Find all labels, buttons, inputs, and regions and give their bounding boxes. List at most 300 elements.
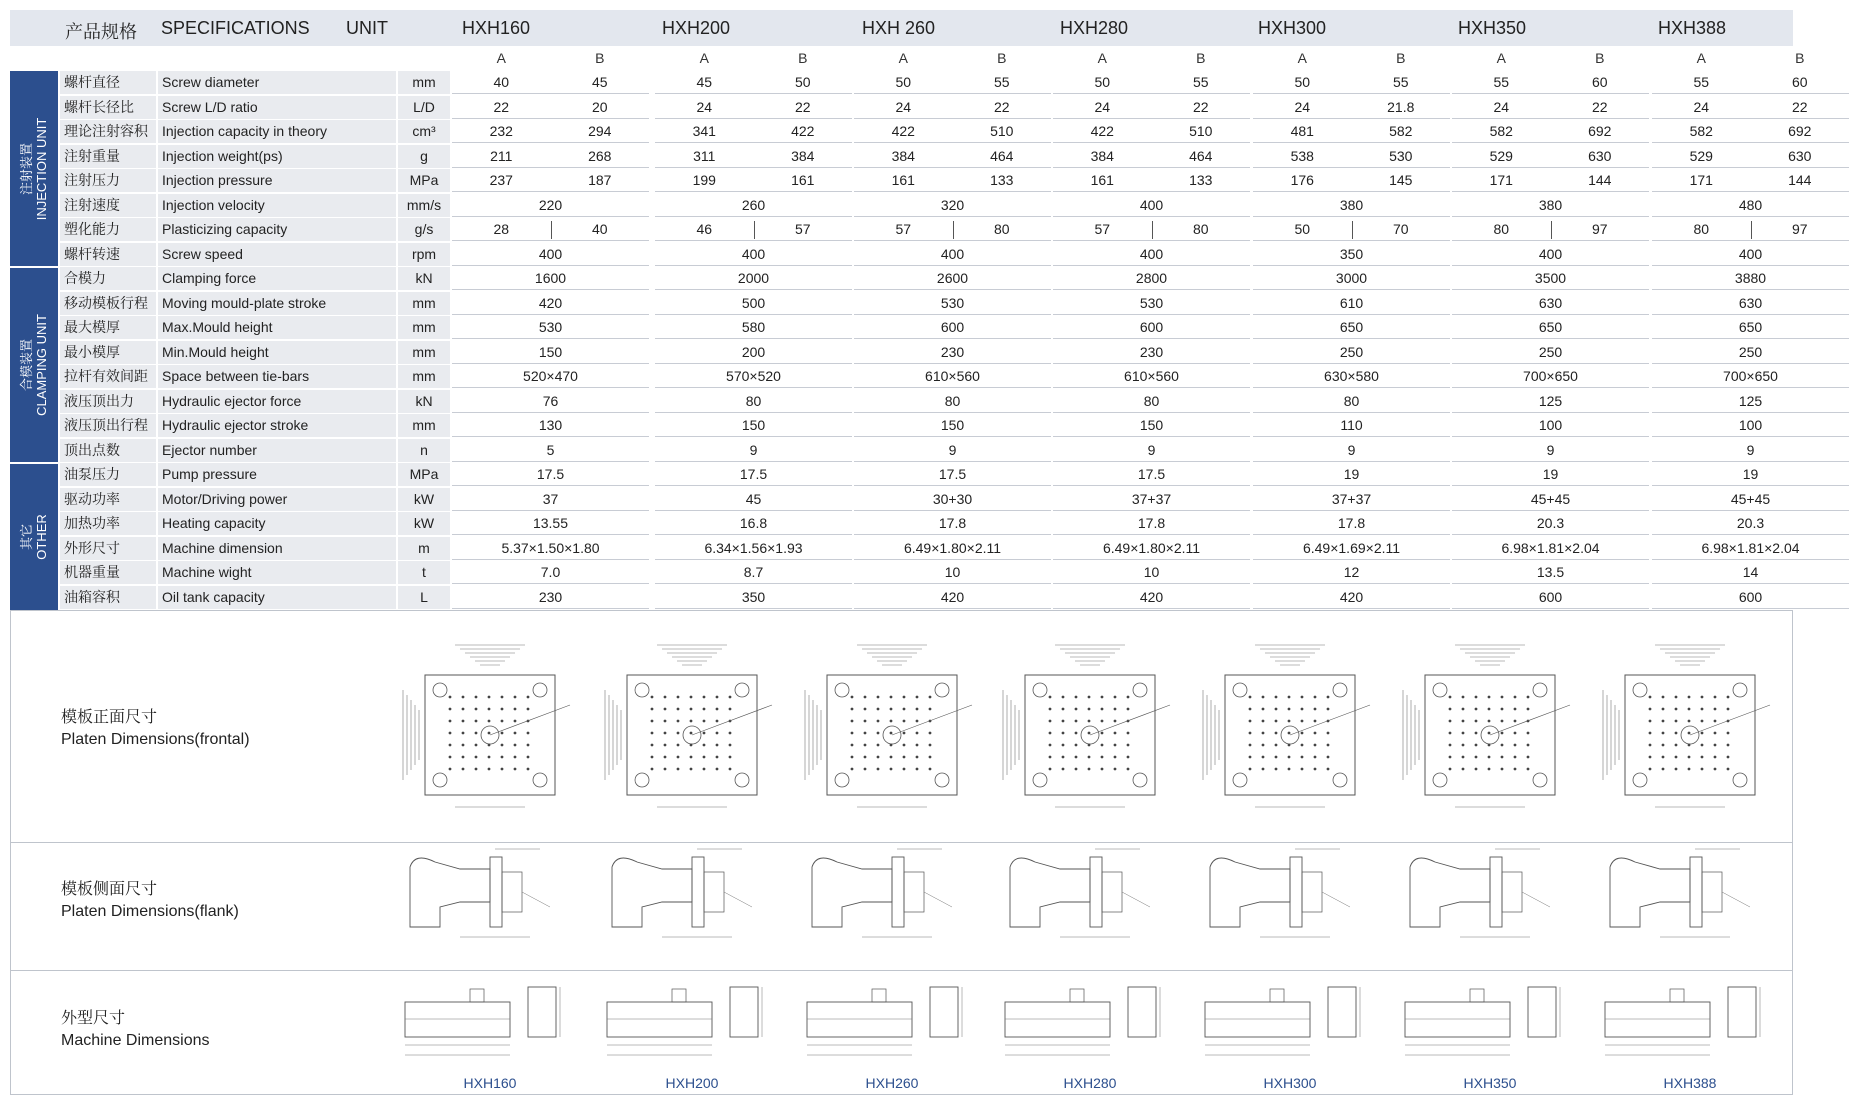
spec-name-cn: 拉杆有效间距 <box>60 365 156 388</box>
spec-name-cn: 螺杆直径 <box>60 71 156 94</box>
value-cell: 250 <box>1538 343 1563 360</box>
value-cell: 400 <box>1738 245 1763 262</box>
spec-unit: kW <box>398 512 450 535</box>
value-cell: 384 <box>791 147 815 164</box>
value-cell: 17.5 <box>938 466 967 482</box>
value-cell: 481 <box>1290 123 1314 139</box>
value-cell: 150 <box>538 343 563 360</box>
table-header <box>10 10 1793 46</box>
value-cell: 2800 <box>1135 270 1168 286</box>
value-cell: 45 <box>591 74 608 90</box>
value-cell: 40 <box>493 74 510 90</box>
spec-name-cn: 液压顶出力 <box>60 390 156 413</box>
header-model-5: HXH300 <box>1258 18 1327 38</box>
value-cell: 580 <box>741 319 766 335</box>
table-row <box>60 243 1793 266</box>
spec-unit: mm <box>398 414 450 437</box>
value-cell: 17.8 <box>1137 515 1166 531</box>
value-cell: 341 <box>692 123 716 139</box>
table-row <box>60 169 1812 192</box>
value-cell: 125 <box>1738 392 1763 409</box>
value-cell: 9 <box>1746 441 1755 458</box>
value-cell: 1600 <box>534 270 567 286</box>
value-cell: 45+45 <box>1730 490 1771 507</box>
header-model-3: HXH 260 <box>862 18 936 38</box>
value-cell: 55 <box>1192 74 1209 90</box>
value-cell: 57 <box>895 221 912 237</box>
model-caption: HXH280 <box>1063 1075 1117 1091</box>
value-cell: 97 <box>1591 221 1608 237</box>
value-cell: 630 <box>1788 147 1812 164</box>
value-cell: 20.3 <box>1736 515 1765 531</box>
header-cn: 产品规格 <box>65 22 137 42</box>
value-cell: 650 <box>1339 319 1364 335</box>
value-cell: 5 <box>546 441 555 458</box>
spec-name-cn: 最小模厚 <box>60 341 156 364</box>
spec-name-cn: 螺杆转速 <box>60 243 156 266</box>
spec-name-cn: 油泵压力 <box>60 463 156 486</box>
spec-name-cn: 驱动功率 <box>60 488 156 511</box>
value-cell: 530 <box>538 319 563 335</box>
value-cell: 80 <box>1343 392 1360 409</box>
table-row <box>60 537 1800 560</box>
value-cell: 384 <box>891 147 915 164</box>
value-cell: 19 <box>1343 466 1360 482</box>
value-cell: 420 <box>940 588 965 605</box>
spec-name-cn: 顶出点数 <box>60 439 156 462</box>
value-cell: 22 <box>1591 98 1608 115</box>
sub-header-a: A <box>496 50 506 66</box>
value-divider <box>953 221 954 239</box>
drawings-divider <box>11 842 1792 843</box>
value-cell: 133 <box>1189 172 1213 188</box>
value-cell: 171 <box>1689 172 1713 188</box>
value-cell: 311 <box>693 147 716 164</box>
value-cell: 50 <box>1094 74 1111 90</box>
section-band-clamping <box>10 268 58 462</box>
spec-unit: m <box>398 537 450 560</box>
spec-name-cn: 塑化能力 <box>60 218 156 241</box>
value-cell: 22 <box>1192 98 1209 115</box>
spec-name-en: Injection velocity <box>158 194 396 217</box>
value-cell: 510 <box>990 123 1014 139</box>
spec-name-cn: 油箱容积 <box>60 586 156 609</box>
value-cell: 692 <box>1588 123 1612 139</box>
value-cell: 24 <box>895 98 912 115</box>
flank-platen-drawing <box>400 847 570 942</box>
table-row <box>60 561 1793 584</box>
flank-label-en: Platen Dimensions(flank) <box>61 903 239 920</box>
spec-name-cn: 外形尺寸 <box>60 537 156 560</box>
spec-name-cn: 加热功率 <box>60 512 156 535</box>
value-cell: 161 <box>891 172 915 188</box>
spec-unit: mm <box>398 365 450 388</box>
table-row <box>60 586 1793 609</box>
value-cell: 3500 <box>1534 270 1567 286</box>
spec-name-en: Ejector number <box>158 439 396 462</box>
value-cell: 60 <box>1791 74 1808 90</box>
value-cell: 50 <box>1294 74 1311 90</box>
value-cell: 320 <box>940 196 965 213</box>
machine-label-en: Machine Dimensions <box>61 1032 210 1049</box>
header-en: SPECIFICATIONS <box>161 18 310 38</box>
value-cell: 600 <box>1139 319 1164 335</box>
value-divider <box>1751 221 1752 239</box>
value-cell: 80 <box>993 221 1010 237</box>
value-divider <box>1152 221 1153 239</box>
value-cell: 22 <box>1791 98 1808 115</box>
section-injection-cn: 注射装置 <box>19 142 34 195</box>
value-cell: 150 <box>940 417 965 433</box>
table-row <box>60 267 1793 290</box>
spec-name-cn: 注射重量 <box>60 145 156 168</box>
value-cell: 80 <box>1493 221 1510 237</box>
value-cell: 5.37×1.50×1.80 <box>501 539 600 556</box>
spec-name-en: Injection weight(ps) <box>158 145 396 168</box>
value-cell: 582 <box>1689 123 1713 139</box>
header-unit: UNIT <box>346 18 388 38</box>
value-cell: 220 <box>538 196 563 213</box>
value-cell: 630 <box>1538 294 1563 311</box>
value-cell: 100 <box>1738 417 1763 433</box>
spec-name-en: Machine wight <box>158 561 396 584</box>
value-cell: 55 <box>1392 74 1409 90</box>
value-cell: 700×650 <box>1523 368 1578 384</box>
value-cell: 40 <box>591 221 608 237</box>
table-row <box>60 390 1793 413</box>
flank-label-cn: 模板侧面尺寸 <box>61 881 158 898</box>
value-cell: 530 <box>1139 294 1164 311</box>
value-cell: 80 <box>745 392 762 409</box>
spec-name-en: Max.Mould height <box>158 316 396 339</box>
value-cell: 600 <box>1538 588 1563 605</box>
value-cell: 250 <box>1738 343 1763 360</box>
value-cell: 20 <box>591 98 608 115</box>
value-cell: 232 <box>489 123 513 139</box>
spec-unit: MPa <box>398 463 450 486</box>
value-cell: 176 <box>1290 172 1314 188</box>
value-cell: 70 <box>1392 221 1409 237</box>
value-cell: 9 <box>1546 441 1555 458</box>
value-cell: 6.98×1.81×2.04 <box>1701 539 1800 556</box>
flank-platen-drawing <box>1400 847 1570 942</box>
value-cell: 400 <box>741 245 766 262</box>
value-cell: 17.5 <box>739 466 768 482</box>
value-cell: 100 <box>1538 417 1563 433</box>
value-cell: 422 <box>791 123 815 139</box>
value-cell: 464 <box>990 147 1014 164</box>
spec-unit: kN <box>398 267 450 290</box>
spec-name-en: Clamping force <box>158 267 396 290</box>
spec-name-cn: 注射速度 <box>60 194 156 217</box>
value-cell: 45 <box>696 74 713 90</box>
value-cell: 610×560 <box>925 368 980 384</box>
value-cell: 9 <box>1147 441 1156 458</box>
value-cell: 600 <box>940 319 965 335</box>
spec-unit: mm <box>398 71 450 94</box>
section-other-en: OTHER <box>34 514 49 560</box>
sub-header-a: A <box>1496 50 1506 66</box>
value-cell: 55 <box>1693 74 1710 90</box>
section-injection-en: INJECTION UNIT <box>34 117 49 220</box>
value-cell: 2600 <box>936 270 969 286</box>
value-cell: 650 <box>1538 319 1563 335</box>
value-cell: 50 <box>1294 221 1311 237</box>
spec-name-cn: 机器重量 <box>60 561 156 584</box>
section-other-cn: 其它 <box>19 524 34 551</box>
frontal-label-cn: 模板正面尺寸 <box>61 709 158 726</box>
value-cell: 384 <box>1090 147 1114 164</box>
drawings-divider <box>11 970 1792 971</box>
value-cell: 294 <box>588 123 612 139</box>
flank-label <box>61 879 239 923</box>
spec-unit: n <box>398 439 450 462</box>
value-cell: 6.49×1.80×2.11 <box>1102 539 1201 556</box>
value-cell: 46 <box>696 221 713 237</box>
table-row <box>60 463 1793 486</box>
value-cell: 530 <box>940 294 965 311</box>
value-cell: 55 <box>1493 74 1510 90</box>
value-cell: 630 <box>1588 147 1612 164</box>
spec-name-en: Plasticizing capacity <box>158 218 396 241</box>
table-row <box>60 292 1793 315</box>
value-cell: 200 <box>741 343 766 360</box>
machine-dimension-drawing <box>400 977 580 1067</box>
value-cell: 400 <box>1139 245 1164 262</box>
sub-header-b: B <box>1595 50 1605 66</box>
value-cell: 9 <box>1347 441 1356 458</box>
frontal-platen-drawing <box>1195 635 1385 815</box>
flank-platen-drawing <box>802 847 972 942</box>
value-cell: 13.55 <box>532 515 569 531</box>
value-cell: 12 <box>1343 564 1360 580</box>
value-cell: 630×580 <box>1324 368 1379 384</box>
value-cell: 97 <box>1791 221 1808 237</box>
flank-platen-drawing <box>602 847 772 942</box>
value-cell: 570×520 <box>726 368 781 384</box>
value-cell: 10 <box>1143 564 1160 580</box>
value-cell: 692 <box>1788 123 1812 139</box>
value-cell: 480 <box>1738 196 1763 213</box>
section-clamping-en: CLAMPING UNIT <box>34 314 49 416</box>
value-cell: 700×650 <box>1723 368 1778 384</box>
value-cell: 37+37 <box>1331 490 1372 507</box>
value-cell: 3000 <box>1335 270 1368 286</box>
spec-name-en: Screw diameter <box>158 71 396 94</box>
machine-dimension-drawing <box>1400 977 1580 1067</box>
value-cell: 199 <box>692 172 716 188</box>
section-band-other <box>10 464 58 610</box>
spec-unit: L/D <box>398 96 450 119</box>
value-cell: 187 <box>588 172 612 188</box>
sub-header-a: A <box>898 50 908 66</box>
value-cell: 6.49×1.69×2.11 <box>1302 539 1401 556</box>
sub-header-b: B <box>798 50 808 66</box>
machine-dimension-drawing <box>802 977 982 1067</box>
header-model-2: HXH200 <box>662 18 731 38</box>
value-cell: 630 <box>1738 294 1763 311</box>
spec-name-en: Pump pressure <box>158 463 396 486</box>
value-cell: 2000 <box>737 270 770 286</box>
spec-unit: L <box>398 586 450 609</box>
value-cell: 464 <box>1189 147 1213 164</box>
header-model-6: HXH350 <box>1458 18 1527 38</box>
value-cell: 610×560 <box>1124 368 1179 384</box>
value-cell: 24 <box>696 98 713 115</box>
model-caption: HXH200 <box>665 1075 719 1091</box>
sub-header-a: A <box>1696 50 1706 66</box>
value-cell: 22 <box>493 98 510 115</box>
value-cell: 230 <box>1139 343 1164 360</box>
value-cell: 380 <box>1538 196 1563 213</box>
value-cell: 422 <box>891 123 915 139</box>
value-cell: 17.8 <box>1337 515 1366 531</box>
value-cell: 110 <box>1340 417 1363 433</box>
value-cell: 3880 <box>1734 270 1767 286</box>
value-cell: 50 <box>895 74 912 90</box>
table-row <box>60 365 1793 388</box>
value-cell: 37+37 <box>1131 490 1172 507</box>
spec-unit: mm <box>398 341 450 364</box>
value-cell: 130 <box>538 417 563 433</box>
value-cell: 80 <box>1693 221 1710 237</box>
value-cell: 350 <box>741 588 766 605</box>
value-cell: 144 <box>1588 172 1612 188</box>
spec-name-cn: 合模力 <box>60 267 156 290</box>
value-cell: 144 <box>1788 172 1812 188</box>
value-cell: 21.8 <box>1387 98 1415 115</box>
flank-platen-drawing <box>1000 847 1170 942</box>
spec-name-en: Moving mould-plate stroke <box>158 292 396 315</box>
spec-name-en: Machine dimension <box>158 537 396 560</box>
spec-name-cn: 液压顶出行程 <box>60 414 156 437</box>
spec-name-cn: 移动模板行程 <box>60 292 156 315</box>
spec-name-en: Motor/Driving power <box>158 488 396 511</box>
value-cell: 145 <box>1389 172 1413 188</box>
value-cell: 237 <box>489 172 513 188</box>
value-cell: 37 <box>542 490 559 507</box>
value-cell: 420 <box>538 294 563 311</box>
value-cell: 30+30 <box>932 490 973 507</box>
table-row <box>60 488 1793 511</box>
value-cell: 80 <box>944 392 961 409</box>
value-cell: 161 <box>791 172 815 188</box>
spec-name-en: Hydraulic ejector force <box>158 390 396 413</box>
value-cell: 171 <box>1489 172 1513 188</box>
spec-unit: t <box>398 561 450 584</box>
value-cell: 161 <box>1090 172 1114 188</box>
table-row <box>60 512 1793 535</box>
value-cell: 350 <box>1339 245 1364 262</box>
model-caption: HXH160 <box>463 1075 517 1091</box>
machine-dimension-drawing <box>602 977 782 1067</box>
frontal-platen-drawing <box>1395 635 1585 815</box>
sub-header-a: A <box>1297 50 1307 66</box>
machine-label-cn: 外型尺寸 <box>61 1010 126 1027</box>
frontal-platen-drawing <box>597 635 787 815</box>
spec-name-en: Injection pressure <box>158 169 396 192</box>
sub-header-b: B <box>1795 50 1805 66</box>
flank-platen-drawing <box>1200 847 1370 942</box>
sub-header-b: B <box>1196 50 1206 66</box>
value-cell: 400 <box>1538 245 1563 262</box>
model-caption: HXH260 <box>865 1075 919 1091</box>
spec-name-en: Min.Mould height <box>158 341 396 364</box>
value-cell: 17.5 <box>536 466 565 482</box>
value-cell: 529 <box>1489 147 1513 164</box>
model-caption: HXH350 <box>1463 1075 1517 1091</box>
table-row <box>60 120 1812 143</box>
sub-header-a: A <box>699 50 709 66</box>
value-cell: 250 <box>1339 343 1364 360</box>
value-cell: 420 <box>1339 588 1364 605</box>
header-model-1: HXH160 <box>462 18 531 38</box>
value-cell: 19 <box>1542 466 1559 482</box>
spec-name-en: Screw speed <box>158 243 396 266</box>
value-cell: 268 <box>588 147 612 164</box>
spec-unit: mm <box>398 316 450 339</box>
value-cell: 24 <box>1693 98 1710 115</box>
value-cell: 420 <box>1139 588 1164 605</box>
value-cell: 57 <box>1094 221 1111 237</box>
spec-unit: g <box>398 145 450 168</box>
spec-name-en: Heating capacity <box>158 512 396 535</box>
value-cell: 150 <box>741 417 766 433</box>
header-model-7: HXH388 <box>1658 18 1727 38</box>
value-cell: 230 <box>538 588 563 605</box>
spec-unit: mm <box>398 292 450 315</box>
flank-platen-drawing <box>1600 847 1770 942</box>
table-row <box>60 316 1793 339</box>
spec-unit: kW <box>398 488 450 511</box>
spec-unit: kN <box>398 390 450 413</box>
table-row <box>60 145 1812 168</box>
spec-name-en: Injection capacity in theory <box>158 120 396 143</box>
machine-dimension-drawing <box>1000 977 1180 1067</box>
frontal-platen-drawing <box>797 635 987 815</box>
value-cell: 125 <box>1538 392 1563 409</box>
frontal-label <box>61 707 250 751</box>
spec-unit: cm³ <box>398 120 450 143</box>
value-cell: 510 <box>1189 123 1213 139</box>
value-cell: 7.0 <box>540 564 561 580</box>
table-row <box>60 194 1793 217</box>
frontal-platen-drawing <box>395 635 585 815</box>
header-model-4: HXH280 <box>1060 18 1129 38</box>
spec-name-en: Space between tie-bars <box>158 365 396 388</box>
model-caption: HXH300 <box>1263 1075 1317 1091</box>
value-cell: 600 <box>1738 588 1763 605</box>
value-cell: 6.49×1.80×2.11 <box>903 539 1002 556</box>
value-cell: 22 <box>794 98 811 115</box>
spec-name-en: Screw L/D ratio <box>158 96 396 119</box>
frontal-platen-drawing <box>995 635 1185 815</box>
value-cell: 20.3 <box>1536 515 1565 531</box>
value-cell: 582 <box>1489 123 1513 139</box>
table-row <box>60 218 1808 241</box>
value-cell: 400 <box>1139 196 1164 213</box>
frontal-label-en: Platen Dimensions(frontal) <box>61 731 250 748</box>
machine-dimension-drawing <box>1600 977 1780 1067</box>
frontal-platen-drawing <box>1595 635 1785 815</box>
value-cell: 19 <box>1742 466 1759 482</box>
value-cell: 380 <box>1339 196 1364 213</box>
value-cell: 55 <box>993 74 1010 90</box>
value-cell: 529 <box>1689 147 1713 164</box>
sub-header-a: A <box>1097 50 1107 66</box>
value-cell: 610 <box>1339 294 1364 311</box>
table-row <box>60 414 1793 437</box>
